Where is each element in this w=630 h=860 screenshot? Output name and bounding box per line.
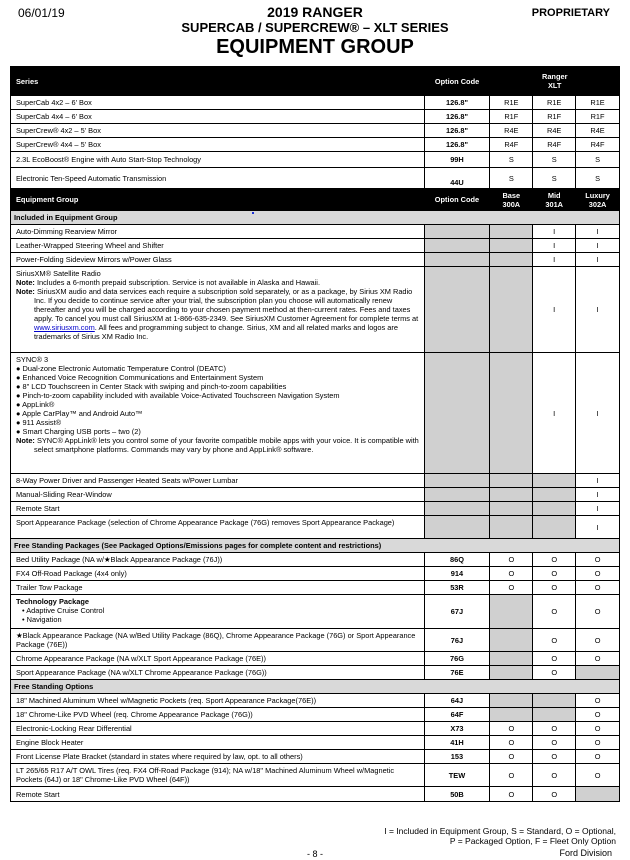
- mid-header: Mid 301A: [533, 189, 576, 210]
- table-row: Manual-Sliding Rear-Window I: [11, 488, 619, 502]
- equipment-table: [10, 66, 620, 802]
- page-footer: [0, 824, 630, 860]
- section-header: Free Standing Options: [11, 680, 619, 694]
- sync-description: SYNC® 3 ● Dual-zone Electronic Automatic Temperature Control (DEATC) ● Enhanced Voice Recognition Communications and Entertainment System ● 8" LCD Touchscreen in Center Stack with swiping and pinch-to-zoom capabilities ● Pinch-to-zoom capability included with available Voice-Activated Touchscreen Navigation System ● AppLink® ● Apple CarPlay™ and Android Auto™ ● 911 Assist® ● Smart Charging USB ports – two (2) Note: SYNC® AppLink® lets you control some of your favorite compatible mobile apps with your voice. It is compatible with select smartphone platforms. Commands may vary by phone and AppLink® software.: [11, 353, 425, 473]
- base-header: Base 300A: [490, 189, 533, 210]
- table-row: Electronic Ten-Speed Automatic Transmission 44U S S S: [11, 168, 619, 189]
- sirius-description: SiriusXM® Satellite Radio Note: Includes a 6-month prepaid subscription. Service is not available in Alaska and Hawaii. Note: SiriusXM audio and data services each require a subscription sold separately, or as a package, by Sirius XM Radio Inc. If you decide to continue service after your trial, the subscription plan you choose will automatically renew thereafter and you will be charged according to your chosen payment method at then-current rates. Fees and taxes apply. To cancel you must call SiriusXM at 1-866-635-2349. See SiriusXM Customer Agreement for complete terms at www.siriusxm.com. All fees and programming subject to change. Sirius, XM and all related marks and logos are trademarks of Sirius XM Radio Inc.: [11, 267, 425, 352]
- table-row: 18" Machined Aluminum Wheel w/Magnetic Pockets (req. Sport Appearance Package(76E)) 64J O: [11, 694, 619, 708]
- table-row: Engine Block Heater 41H O O O: [11, 736, 619, 750]
- proprietary-label: PROPRIETARY: [531, 7, 610, 19]
- model-header: [490, 67, 619, 95]
- section-header: Free Standing Packages (See Packaged Options/Emissions pages for complete content and restrictions): [11, 539, 619, 553]
- series-header: Series: [11, 67, 425, 95]
- series-header-row: [11, 67, 619, 96]
- doc-date: 06/01/19: [18, 6, 65, 20]
- table-row: Electronic-Locking Rear Differential X73 O O O: [11, 722, 619, 736]
- table-row: Bed Utility Package (NA w/★Black Appearance Package (76J)) 86Q O O O: [11, 553, 619, 567]
- table-row: FX4 Off-Road Package (4x4 only) 914 O O O: [11, 567, 619, 581]
- luxury-header: Luxury 302A: [585, 190, 610, 209]
- table-row: SuperCab 4x4 – 6' Box 126.8" R1F R1F R1F: [11, 110, 619, 124]
- legend-line-1: I = Included in Equipment Group, S = Standard, O = Optional,: [384, 826, 616, 836]
- doc-title-series: SUPERCAB / SUPERCREW® – XLT SERIES: [181, 20, 449, 35]
- table-row: Leather-Wrapped Steering Wheel and Shifter I I: [11, 239, 619, 253]
- table-row: Remote Start 50B O O: [11, 787, 619, 801]
- section-header: Included in Equipment Group: [11, 211, 619, 225]
- table-row: Trailer Tow Package 53R O O O: [11, 581, 619, 595]
- legend-line-2: P = Packaged Option, F = Fleet Only Option: [449, 836, 616, 846]
- table-row: SuperCrew® 4x4 – 5' Box 126.8" R4F R4F R4F: [11, 138, 619, 152]
- doc-title-model: 2019 RANGER: [267, 4, 363, 20]
- model-trim: XLT: [548, 81, 562, 90]
- siriusxm-link[interactable]: www.siriusxm.com: [34, 323, 95, 332]
- table-row: 18" Chrome-Like PVD Wheel (req. Chrome Appearance Package (76G)) 64F O: [11, 708, 619, 722]
- technology-package-row: Technology Package • Adaptive Cruise Control • Navigation 67J O O: [11, 595, 619, 629]
- table-row: Sport Appearance Package (NA w/XLT Chrome Appearance Package (76G)) 76E O: [11, 666, 619, 680]
- table-row: Remote Start I: [11, 502, 619, 516]
- table-row: Power-Folding Sideview Mirrors w/Power Glass I I: [11, 253, 619, 267]
- table-row: SuperCab 4x2 – 6' Box 126.8" R1E R1E R1E: [11, 96, 619, 110]
- sync-row: SYNC® 3 ● Dual-zone Electronic Automatic Temperature Control (DEATC) ● Enhanced Voice Recognition Communications and Entertainment System ● 8" LCD Touchscreen in Center Stack with swiping and pinch-to-zoom capabilities ● Pinch-to-zoom capability included with available Voice-Activated Touchscreen Navigation System ● AppLink® ● Apple CarPlay™ and Android Auto™ ● 911 Assist® ● Smart Charging USB ports – two (2) Note: SYNC® AppLink® lets you control some of your favorite compatible mobile apps with your voice. It is compatible with select smartphone platforms. Commands may vary by phone and AppLink® software. I I: [11, 353, 619, 474]
- sirius-row: SiriusXM® Satellite Radio Note: Includes a 6-month prepaid subscription. Service is not available in Alaska and Hawaii. Note: SiriusXM audio and data services each require a subscription sold separately, or as a package, by Sirius XM Radio Inc. If you decide to continue service after your trial, the subscription plan you choose will automatically renew thereafter and you will be charged according to your chosen payment method at then-current rates. Fees and taxes apply. To cancel you must call SiriusXM at 1-866-635-2349. See SiriusXM Customer Agreement for complete terms at www.siriusxm.com. All fees and programming subject to change. Sirius, XM and all related marks and logos are trademarks of Sirius XM Radio Inc. I I: [11, 267, 619, 353]
- page-number: - 8 -: [306, 849, 323, 859]
- equipment-group-header: Equipment Group: [11, 189, 425, 210]
- option-code-header: Option Code: [425, 189, 491, 210]
- table-row: LT 265/65 R17 A/T OWL Tires (req. FX4 Off-Road Package (914); NA w/18" Machined Aluminum Wheel w/Magnetic Pockets (64J) or 18" Chrome-Like PVD Wheel (64F)) TEW O O O: [11, 764, 619, 787]
- equipment-group-header-row: [11, 189, 619, 211]
- table-row: Front License Plate Bracket (standard in states where required by law, opt. to all others) 153 O O O: [11, 750, 619, 764]
- table-row: Chrome Appearance Package (NA w/XLT Sport Appearance Package (76E)) 76G O O: [11, 652, 619, 666]
- table-row: Auto-Dimming Rearview Mirror I I: [11, 225, 619, 239]
- page-header: [0, 0, 630, 66]
- table-row: ★Black Appearance Package (NA w/Bed Utility Package (86Q), Chrome Appearance Package (76G) or Sport Appearance Package (76E)) 76J O O: [11, 629, 619, 652]
- table-row: SuperCrew® 4x2 – 5' Box 126.8" R4E R4E R4E: [11, 124, 619, 138]
- table-row: Sport Appearance Package (selection of Chrome Appearance Package (76G) removes Sport Appearance Package) I: [11, 516, 619, 539]
- table-row: 2.3L EcoBoost® Engine with Auto Start-Stop Technology 99H S S S: [11, 152, 619, 168]
- table-row: 8-Way Power Driver and Passenger Heated Seats w/Power Lumbar I: [11, 474, 619, 488]
- doc-title-main: EQUIPMENT GROUP: [216, 36, 414, 58]
- model-name: Ranger: [541, 72, 568, 81]
- blue-dot-mark: [252, 212, 254, 214]
- division-label: Ford Division: [559, 848, 612, 858]
- option-code-header: Option Code: [425, 67, 491, 95]
